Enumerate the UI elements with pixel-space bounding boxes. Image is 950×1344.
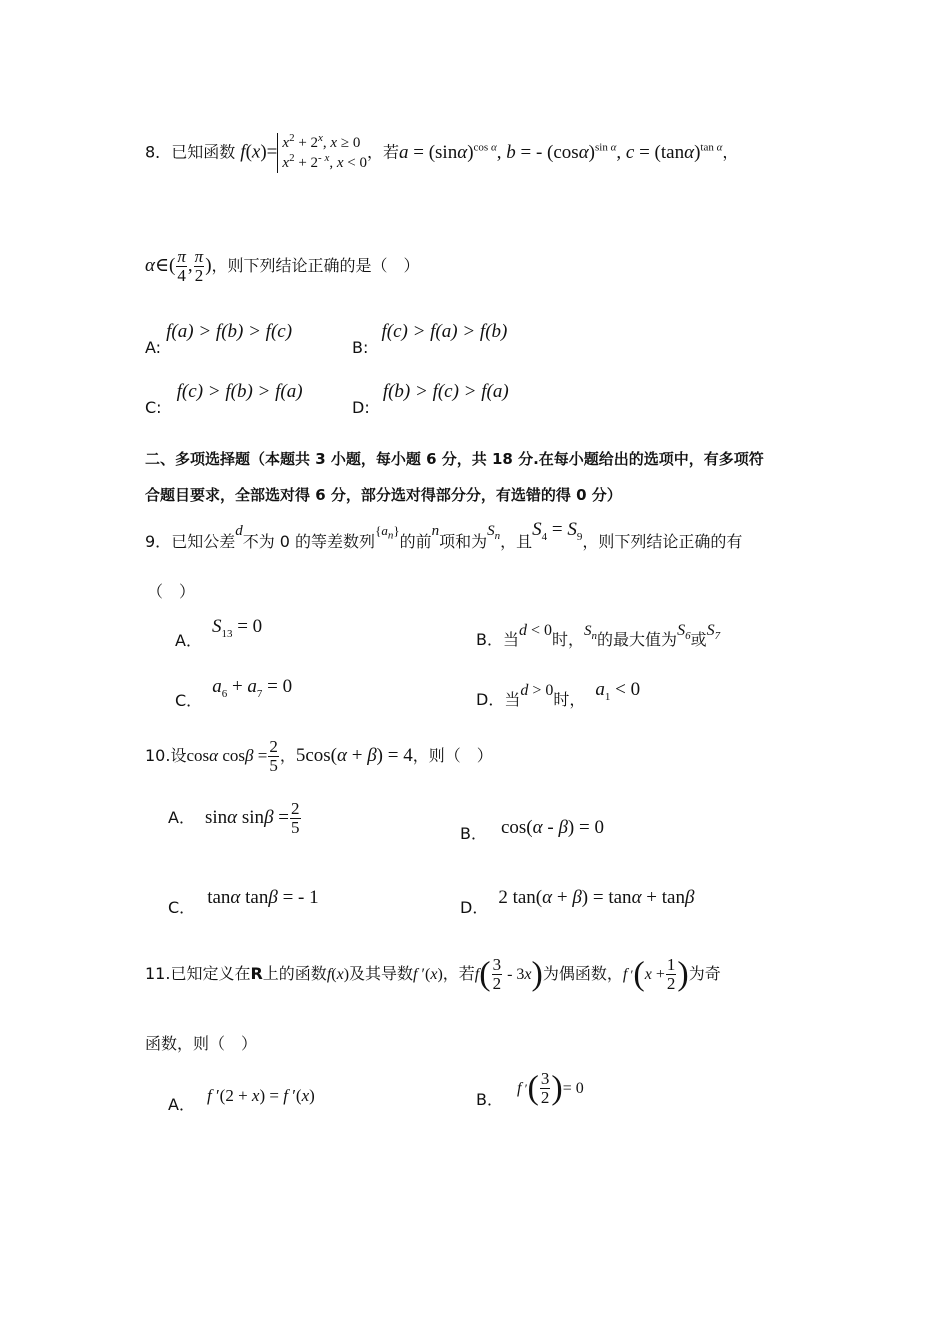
q8-piecewise: $x^2 + 2^x$, x ≥ 0 $x^2 + 2^{- x}$, x < 0 xyxy=(277,133,367,173)
q9-a-label: A． xyxy=(175,631,202,650)
q10-line1 xyxy=(145,738,493,775)
q8-number: 8． xyxy=(145,142,172,162)
q11-R: R xyxy=(250,964,263,983)
q11-f2: f xyxy=(622,966,628,983)
q8-a-label: A: xyxy=(145,338,162,357)
section2-line1: 二、多项选择题（本题共 3 小题，每小题 6 分，共 18 分.在每小题给出的选项中，有多项符 xyxy=(145,450,764,468)
q9-text-2: 不为 0 的等差数列 xyxy=(242,532,376,551)
q8-b-label: B: xyxy=(352,338,369,357)
q10-option-d[interactable] xyxy=(460,887,695,917)
q10-a-frac: $\frac{2}{5}$ xyxy=(291,799,300,837)
q9-b-t4: 或 xyxy=(690,630,707,649)
q9-b-cond: d < 0 xyxy=(519,622,553,639)
q10-option-a[interactable] xyxy=(168,800,302,837)
q10-t1: 设 xyxy=(170,746,187,765)
q11-b-f: f xyxy=(516,1080,522,1097)
q9-d-text: $a_1 < 0$ xyxy=(595,679,641,703)
q10-frac-2-5: $\frac{2}{5}$ xyxy=(269,737,278,775)
q9-an: $\{a_n\}$ xyxy=(375,523,400,542)
q11-f1: f xyxy=(474,966,480,983)
q10-b-label: B． xyxy=(460,824,487,843)
q11-number: 11. xyxy=(145,964,171,983)
q11-frac-1-2: $\frac{1}{2}$ xyxy=(666,955,676,993)
q9-text-3: 的前 xyxy=(399,532,432,551)
q11-line1: 11.已知定义在R上的函数f(x)及其导数f ′(x)，若f( $\frac{3}{2}$ - 3x)为偶函数，f ′(x + $\frac{1}{2}$ )为奇 xyxy=(145,955,721,993)
q9-b-s6: $S_6$ xyxy=(677,622,691,643)
q9-d-t1: 当 xyxy=(504,690,521,709)
q8-option-c[interactable] xyxy=(145,381,303,417)
q10-a-text: sinα sinβ = xyxy=(204,807,289,828)
q10-b-text: cos(α - β) = 0 xyxy=(500,817,604,838)
q9-b-t3: 的最大值为 xyxy=(597,630,678,649)
q10-c-label: C． xyxy=(168,898,196,917)
q10-number: 10. xyxy=(145,746,171,765)
q11-option-b[interactable]: B．f ′( $\frac{3}{2}$ )= 0 xyxy=(476,1069,584,1109)
q9-option-d[interactable] xyxy=(476,679,641,709)
q8-c-text: f(c) > f(b) > f(a) xyxy=(176,381,303,402)
q10-t2: ， xyxy=(279,746,296,765)
q9-b-t2: 时， xyxy=(552,630,585,649)
q11-b-frac: $\frac{3}{2}$ xyxy=(540,1069,550,1107)
q9-option-b[interactable] xyxy=(476,620,721,649)
q11-t1: 已知定义在 xyxy=(170,964,251,983)
q11-a-label: A． xyxy=(168,1095,195,1114)
q9-d-t2: 时， xyxy=(553,690,586,709)
q11-t5: 为偶函数， xyxy=(542,964,623,983)
q8-ask: ，则下列结论正确的是（ ） xyxy=(211,256,420,275)
q8-fx: f xyxy=(240,141,246,163)
q8-line1: 8．已知函数 $f(x)= x^2 + 2^x$, x ≥ 0 $x^2 + 2^{- x}$, x < 0，若$a = (\sin\alpha)^{cos \alpha}$, b = - $(\cos\alpha)^{sin \alpha}$, $c = (\tan\alpha)^{tan \alpha}$， xyxy=(145,132,739,171)
q8-line2: α∈( $\frac{\pi}{4}$ , $\frac{\pi}{2}$ )，则下列结论正确的是（ ） xyxy=(145,247,420,285)
q11-line2: 函数，则（ ） xyxy=(145,1034,258,1053)
q10-t3: ，则（ ） xyxy=(412,746,493,765)
q9-s4-s9: $S_4 = S_9$ xyxy=(532,519,583,543)
q10-option-b[interactable] xyxy=(460,817,604,843)
q11-t2: 上的函数 xyxy=(262,964,327,983)
section2-line2: 合题目要求，全部选对得 6 分，部分选对得部分分，有选错的得 0 分） xyxy=(145,486,622,504)
q9-n: n xyxy=(431,523,440,539)
q9-a-text: $S_{13} = 0$ xyxy=(211,616,263,640)
q9-option-a[interactable] xyxy=(175,616,263,650)
q9-b-t1: 当 xyxy=(502,630,519,649)
q9-number: 9． xyxy=(145,532,172,551)
q8-d-text: f(b) > f(c) > f(a) xyxy=(382,381,509,402)
q10-a-label: A． xyxy=(168,808,195,827)
q8-option-b[interactable] xyxy=(352,321,508,357)
q9-d: d xyxy=(235,523,243,539)
q9-sn: $S_n$ xyxy=(487,523,501,542)
q10-d-label: D． xyxy=(460,898,489,917)
q8-a-text: f(a) > f(b) > f(c) xyxy=(166,321,293,342)
q11-option-a[interactable] xyxy=(168,1086,315,1114)
q9-text-6: ，则下列结论正确的有 xyxy=(582,532,743,551)
q11-b-eq: = 0 xyxy=(562,1080,584,1097)
q9-b-s7: $S_7$ xyxy=(706,622,721,643)
q8-fx-arg: (x)= xyxy=(245,141,278,163)
q11-fpx: f ′(x) xyxy=(413,966,443,983)
q8-stem: 已知函数 xyxy=(171,142,236,162)
q9-text-4: 项和为 xyxy=(439,532,488,551)
q8-alpha-range: α∈( xyxy=(145,255,176,276)
q10-d-text: 2 tan(α + β) = tanα + tanβ xyxy=(498,887,695,908)
q8-option-d[interactable] xyxy=(352,381,509,417)
q8-if: ，若 xyxy=(366,142,399,162)
q9-line1 xyxy=(145,519,743,551)
q10-cond2: 5cos(α + β) = 4 xyxy=(295,745,413,766)
q8-b-text: f(c) > f(a) > f(b) xyxy=(381,321,508,342)
q9-d-cond: d > 0 xyxy=(520,682,554,699)
q9-b-label: B． xyxy=(476,630,503,649)
q8-pi2: $\frac{\pi}{2}$ xyxy=(194,247,204,285)
q11-frac-3-2: $\frac{3}{2}$ xyxy=(492,955,502,993)
q10-cond1: cosα cosβ = xyxy=(186,746,268,765)
q8-abc-def: $a = (\sin\alpha)^{cos \alpha}$, b = - $(\cos\alpha)^{sin \alpha}$, $c = (\tan\alpha)^{tan \alpha}$ xyxy=(399,141,723,163)
q8-c-label: C: xyxy=(145,398,162,417)
q9-c-text: $a_6 + a_7 = 0$ xyxy=(212,676,293,700)
q11-b-label: B． xyxy=(476,1090,503,1109)
q11-t4: ，若 xyxy=(442,964,475,983)
q9-text-1: 已知公差 xyxy=(171,532,236,551)
q9-d-label: D． xyxy=(476,690,505,709)
q10-c-text: tanα tanβ = - 1 xyxy=(207,887,319,908)
q11-a-text: f ′(2 + x) = f ′(x) xyxy=(206,1086,315,1105)
q11-t6: 为奇 xyxy=(688,964,721,983)
q11-fx: f(x) xyxy=(326,966,350,983)
q8-d-label: D: xyxy=(352,398,370,417)
q10-option-c[interactable] xyxy=(168,887,319,917)
q9-text-5: ，且 xyxy=(500,532,533,551)
q9-paren: （ ） xyxy=(147,582,196,601)
q11-t3: 及其导数 xyxy=(349,964,414,983)
q9-option-c[interactable] xyxy=(175,676,293,710)
q9-b-sn: $S_n$ xyxy=(584,623,598,642)
q8-option-a[interactable] xyxy=(145,321,293,357)
q8-pi4: $\frac{\pi}{4}$ xyxy=(177,247,186,285)
q9-c-label: C． xyxy=(175,691,203,710)
